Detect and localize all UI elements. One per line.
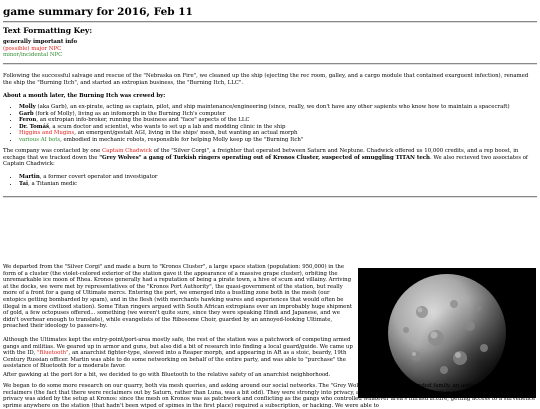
paragraph-text: Although the Ultimates kept the entry-point/port-area mostly safe, the rest of the station was a patchwork of competing armed gangs and militias. We geared up in armor and guns, but also did a bit of research into finding a local guard/guide. We came up with the ID, (3, 337, 353, 357)
key-important: generally important info (3, 39, 78, 45)
moon-picture (358, 268, 536, 398)
crew-description: , an extropian info-broker, running the business and "face" aspects of the LLC (36, 117, 250, 124)
contact-text: . We also recieved two associates of Captain Chadwick: (3, 154, 528, 168)
crew-description: (fork of Molly), living as an infomorph in the Burning Itch's computer (33, 110, 226, 117)
divider (3, 63, 537, 65)
crew-description: , embodied in mechanic robots, responsible for helping Molly keep up the "Burning Itch" (60, 136, 304, 143)
paragraph-bluetooth (3, 337, 353, 370)
paragraph-after: After gawking at the port for a bit, we decided to go with Bluetooth to the relative safety of an anarchist neighborhood. (3, 372, 331, 378)
npc-bluetooth: "Bluetooth" (36, 350, 69, 357)
associate-item (19, 181, 157, 188)
contact-mission: "Grey Wolves" a gang of Turkish ringers operating out of Kronos Cluster, suspected of smuggling TITAN tech (99, 154, 430, 161)
paragraph-text: , an anarchist fighter-type, sleeved into a Reaper morph, and appearing in AR as a stoic, beardy, 19th Century Russian officer. Martin was able to do some networking on behalf of the entire party, and was able to "purchase" the assistance of Bluetooth for a moderate favor. (3, 350, 347, 370)
crew-item (19, 124, 510, 131)
associate-name: Tai (19, 180, 29, 187)
contact-text: The company was contacted by one (3, 148, 103, 154)
contact-text: of the "Silver Corgi", a freighter that operated between Saturn and Neptune. Chadwick offered us 10,000 credits, and a rep boost, in exchage that we tracked down the (3, 148, 519, 161)
key-minor-npc: minor/incidental NPC (3, 52, 63, 58)
crew-heading: About a month later, the Burning Itch was crewed by: (3, 93, 166, 99)
crew-name: various AI bots (19, 136, 61, 143)
page-title: game summary for 2016, Feb 11 (3, 6, 193, 18)
crew-name: Molly (19, 104, 36, 110)
crew-description: , an emergent/gestalt AGI, living in the ships' mesh, but wanting an actual morph (74, 130, 298, 137)
crew-item (19, 111, 510, 118)
crew-name: Feron (19, 117, 37, 124)
paragraph-research: We began to do some more research on our quarry, both via mesh queries, and asking around our social networks. The "Grey Wolves" are a sort of extended family, an authentic clade of Turkish reclaimers (the fact that there were reclaimers out by Saturn, rather than Luna, was a bit odd). They were strongly into privacy, and their metadata was difficult to come by. Their desire for privacy was aided by the setup at Kronos: since the mesh on Kronos was as patchwork and conflicting as the gangs who controlled whatever area's infrastructure, getting access to a surveilence sprime anywhere on the station (that hadn't been wiped of spimes in the first place) required a subscription, or hacking. We were able to (3, 383, 536, 409)
associates-list (7, 174, 157, 187)
crew-list (7, 104, 510, 144)
crew-name: Dr. Tomáš (19, 123, 49, 130)
moon-image (358, 268, 536, 398)
divider (3, 196, 537, 198)
associate-description: , a former covert operator and investigator (39, 174, 158, 180)
crew-name: Higgins and Mugins (19, 130, 75, 137)
crew-item (19, 130, 510, 137)
intro-paragraph: Following the successful salvage and rescue of the "Nebraska on Fire", we cleaned up the ship (ejecting the rec room, galley, and a cargo module that contained exarguent infection), renamed the ship the "Burning Itch", and started an extropian business, the "Burning Itch, LLC". (3, 73, 529, 86)
crew-description: (aka Garb), an ex-pirate, acting as captain, pilot, and ship maintenance/engineering (since, really, we don't have any other sapients who know how to maintain a spacecraft) (35, 104, 510, 110)
npc-captain-chadwick: Captain Chadwick (102, 148, 153, 154)
associate-description: , a Titanian medic (28, 180, 78, 187)
paragraph-departure: We departed from the "Silver Corgi" and made a burn to "Kronos Cluster", a large space station (population: 950,000) in the form of a cluster (the violet-colored exterior of the station gave it the appearance of a massive grape cluster), orbiting the unremarkable ice moon of Rhea. Kronos generally had a reputation of being a pirate town, a hive of scum and villainy. Arriving at the docks, we were met by representatives of the "Kronos Port Authority", the quasi-government of the station, but really more of a front for a gang of Ultimate mercs. Entering the port, we emerged into a bustling zone both in the mesh (our entopics getting bombarded by spam), and in the flesh (with merchants hawking wares and experiences that would often be illegal in a more civilized station). Some Titan ringers argued with South African extropians over an improbably huge shipment of gold, a few octopuses offered... something (we weren't quite sure, since they were speaking Hindi and Japanese, and we didn't overhear enough to translate), while evangelists of the Ribosome Choir, guarded by an annoyed-looking Ultimate, preached their ideology to passers-by. (3, 264, 353, 330)
key-heading: Text Formatting Key: (3, 26, 93, 35)
crew-item (19, 137, 510, 144)
crew-item (19, 104, 510, 111)
divider (3, 21, 537, 23)
associate-name: Martin (19, 174, 40, 180)
contact-paragraph (3, 148, 535, 168)
crew-description: , a scum doctor and scientist, who wants to set up a lab and modding clinic in the ship (49, 123, 286, 130)
crew-name: Garb (19, 110, 34, 117)
crew-item (19, 117, 510, 124)
associate-item (19, 174, 157, 181)
key-major-npc: (possible) major NPC (3, 45, 62, 52)
